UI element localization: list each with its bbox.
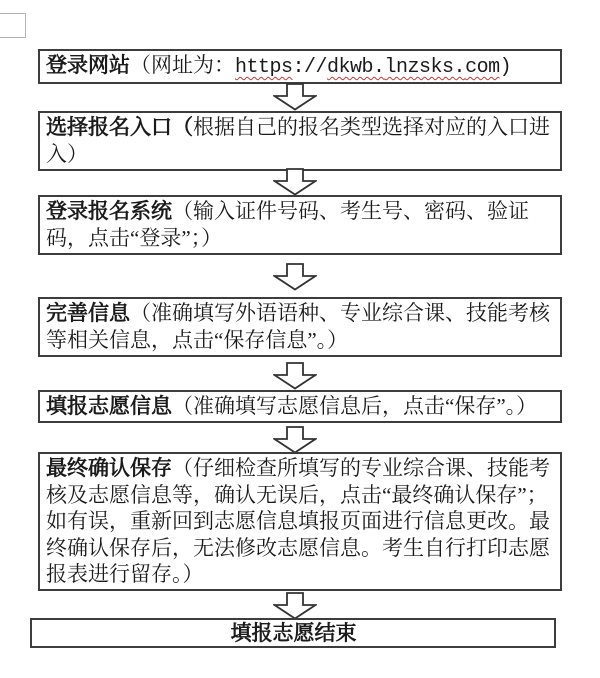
step-title: 登录网站 bbox=[46, 53, 130, 77]
down-arrow-icon bbox=[273, 592, 317, 620]
step-box-choose-entrance bbox=[38, 111, 562, 171]
step-body-prefix: （网址为： bbox=[130, 53, 235, 77]
step-title: 填报志愿信息 bbox=[46, 394, 172, 418]
down-arrow-icon bbox=[273, 362, 317, 390]
step-title: 填报志愿结束 bbox=[230, 621, 357, 645]
url-segment: https bbox=[235, 56, 293, 79]
url-segment: dkwb. bbox=[327, 56, 385, 79]
step-title: 登录报名系统 bbox=[46, 199, 172, 223]
step-body: 根据自己的报名类型选择对应的入口进入） bbox=[46, 115, 550, 166]
step-box-end bbox=[30, 618, 556, 648]
step-body: （准确填写志愿信息后，点击“保存”。） bbox=[172, 394, 538, 418]
website-url bbox=[235, 56, 511, 79]
step-body: （准确填写外语语种、专业综合课、技能考核等相关信息，点击“保存信息”。） bbox=[46, 301, 550, 352]
step-box-fill-preference bbox=[38, 390, 562, 423]
step-box-login-system bbox=[38, 195, 562, 255]
step-box-final-confirm bbox=[38, 452, 562, 591]
step-box-login-website bbox=[38, 49, 562, 84]
url-segment: com bbox=[465, 56, 500, 79]
down-arrow-icon bbox=[273, 263, 317, 291]
step-title: 完善信息 bbox=[46, 301, 130, 325]
down-arrow-icon bbox=[273, 426, 317, 454]
url-segment: lnzsks. bbox=[384, 56, 466, 79]
url-close-paren: ) bbox=[499, 56, 512, 79]
step-box-complete-info bbox=[38, 297, 562, 357]
down-arrow-icon bbox=[273, 168, 317, 196]
down-arrow-icon bbox=[273, 83, 317, 111]
step-body: （仔细检查所填写的专业综合课、技能考核及志愿信息等，确认无误后，点击“最终确认保存”；如有误，重新回到志愿信息填报页面进行信息更改。最终确认保存后，无法修改志愿信息。考生自行打印志愿报表进行留存。） bbox=[46, 456, 550, 586]
step-title: 选择报名入口（ bbox=[46, 115, 193, 139]
step-title: 最终确认保存 bbox=[46, 456, 172, 480]
url-segment: :// bbox=[292, 56, 328, 79]
page-corner-artifact bbox=[0, 13, 26, 38]
step-body: （输入证件号码、考生号、密码、验证码，点击“登录”；） bbox=[46, 199, 529, 250]
